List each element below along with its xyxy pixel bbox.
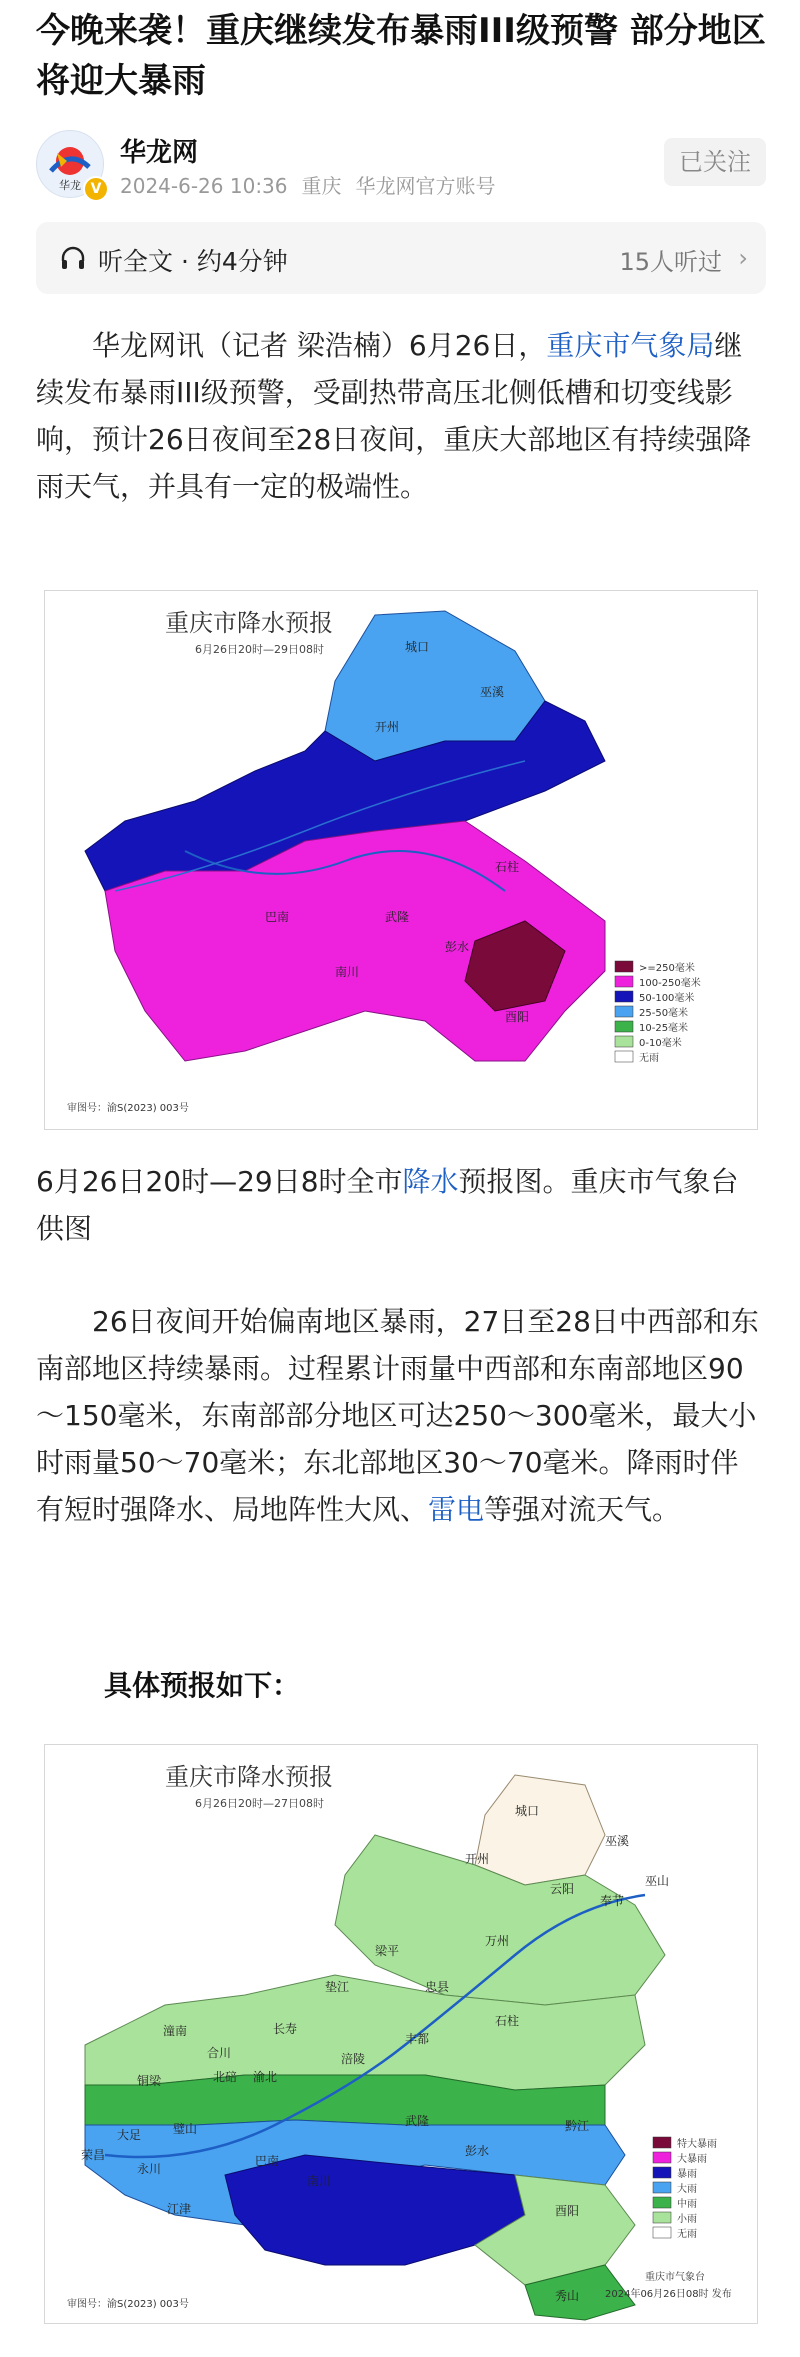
map2-issue-time: 2024年06月26日08时 发布 xyxy=(605,2289,732,2300)
map1-approval: 审图号：渝S(2023) 003号 xyxy=(67,1103,189,1114)
map1-place-0: 城口 xyxy=(405,640,430,654)
map2-place-24: 巴南 xyxy=(255,2154,280,2168)
avatar-text: 华龙 xyxy=(59,179,81,192)
map1-place-1: 巫溪 xyxy=(480,685,505,699)
map1-place-7: 彭水 xyxy=(445,940,470,954)
map2-title: 重庆市降水预报 xyxy=(165,1763,333,1791)
map1-legend-label-2: 50-100毫米 xyxy=(639,993,695,1004)
map2-place-28: 黔江 xyxy=(565,2119,590,2133)
map2-place-18: 铜梁 xyxy=(137,2074,162,2088)
map2-legend-label-5: 小雨 xyxy=(677,2214,697,2225)
map1-caption xyxy=(36,1158,766,1252)
map2-place-10: 石柱 xyxy=(495,2014,520,2028)
map1-legend-label-6: 无雨 xyxy=(639,1053,659,1064)
account-type: 华龙网官方账号 xyxy=(355,174,496,198)
headphone-icon xyxy=(60,246,86,270)
map2-place-22: 永川 xyxy=(137,2162,162,2176)
forecast-text: 26日夜间开始偏南地区暴雨，27日至28日中西部和东南部地区持续暴雨。过程累计雨量中西部和东南部地区90～150毫米，东南部部分地区可达250～300毫米，最大小时雨量50～70毫米；东北部地区30～70毫米。降雨时伴有短时强降水、局地阵性大风、 xyxy=(36,1305,759,1526)
map2-place-8: 垫江 xyxy=(325,1980,350,1994)
link-weather-bureau[interactable]: 重庆市气象局 xyxy=(546,329,715,362)
map2-legend-label-6: 无雨 xyxy=(677,2229,697,2240)
map1-legend-label-1: 100-250毫米 xyxy=(639,978,701,989)
map2-place-9: 忠县 xyxy=(425,1980,450,1994)
section-subhead: 具体预报如下： xyxy=(104,1669,301,1702)
map2-place-30: 秀山 xyxy=(555,2289,580,2303)
map2-place-7: 万州 xyxy=(485,1934,510,1948)
map2-place-1: 巫溪 xyxy=(605,1834,630,1848)
article-title: 今晚来袭！重庆继续发布暴雨III级预警 部分地区将迎大暴雨 xyxy=(36,11,766,101)
map1-subtitle: 6月26日20时—29日08时 xyxy=(195,643,324,656)
author-row[interactable] xyxy=(36,130,766,202)
map2-place-0: 城口 xyxy=(515,1804,540,1818)
map2-place-6: 梁平 xyxy=(375,1944,400,1958)
paragraph-intro xyxy=(36,322,766,510)
follow-button[interactable]: 已关注 xyxy=(664,138,766,186)
map2-place-19: 大足 xyxy=(117,2128,142,2142)
map1-title: 重庆市降水预报 xyxy=(165,609,333,637)
intro-text: 华龙网讯（记者 梁浩楠）6月26日， xyxy=(92,329,547,362)
map2-place-11: 长寿 xyxy=(273,2022,298,2036)
precipitation-map-1-image xyxy=(45,591,757,1129)
caption-text-rest: 预报图。重庆市气象台供图 xyxy=(36,1165,739,1245)
listen-label[interactable]: 听全文 · 约4分钟 xyxy=(98,247,288,276)
map2-place-14: 潼南 xyxy=(163,2024,188,2038)
map2-legend-label-1: 大暴雨 xyxy=(677,2154,707,2165)
verified-badge-icon: V xyxy=(83,176,109,202)
map2-legend-label-2: 暴雨 xyxy=(677,2169,697,2180)
precipitation-map-2-image xyxy=(45,1745,757,2323)
map2-place-15: 合川 xyxy=(207,2046,232,2060)
caption-text: 6月26日20时—29日8时全市 xyxy=(36,1165,403,1198)
author-meta xyxy=(120,170,510,199)
map2-place-4: 云阳 xyxy=(550,1882,575,1896)
map2-place-26: 武隆 xyxy=(405,2114,430,2128)
publish-location: 重庆 xyxy=(301,174,342,198)
map1-place-8: 酉阳 xyxy=(505,1010,530,1024)
chevron-right-icon: › xyxy=(738,244,748,272)
link-thunder[interactable]: 雷电 xyxy=(428,1493,485,1526)
map2-subtitle: 6月26日20时—27日08时 xyxy=(195,1797,324,1810)
map1-place-2: 开州 xyxy=(375,720,400,734)
map1-legend-label-4: 10-25毫米 xyxy=(639,1023,689,1034)
map2-legend-label-0: 特大暴雨 xyxy=(677,2139,717,2150)
map2-place-25: 南川 xyxy=(307,2174,332,2188)
map2-legend-label-3: 大雨 xyxy=(677,2184,697,2195)
map2-place-29: 酉阳 xyxy=(555,2204,580,2218)
listen-count: 15人听过 xyxy=(619,248,722,276)
author-name[interactable]: 华龙网 xyxy=(120,138,199,168)
link-precipitation[interactable]: 降水 xyxy=(402,1165,459,1198)
map2-place-20: 璧山 xyxy=(173,2122,198,2136)
map2-place-17: 渝北 xyxy=(253,2070,278,2084)
map2-place-16: 北碚 xyxy=(213,2070,238,2084)
publish-date: 2024-6-26 10:36 xyxy=(120,174,288,198)
intro-text-rest: 继续发布暴雨III级预警，受副热带高压北侧低槽和切变线影响，预计26日夜间至28日夜间，重庆大部地区有持续强降雨天气，并具有一定的极端性。 xyxy=(36,329,752,503)
map2-place-5: 奉节 xyxy=(600,1894,625,1908)
map2-place-12: 涪陵 xyxy=(341,2052,366,2066)
map2-place-3: 巫山 xyxy=(645,1874,670,1888)
map2-place-21: 荣昌 xyxy=(81,2148,106,2162)
map1-legend-label-0: >=250毫米 xyxy=(639,963,695,974)
map2-issuer: 重庆市气象台 xyxy=(645,2272,705,2283)
map2-place-13: 丰都 xyxy=(405,2032,430,2046)
map2-place-27: 彭水 xyxy=(465,2144,490,2158)
map1-place-3: 石柱 xyxy=(495,860,520,874)
map2-place-23: 江津 xyxy=(167,2202,192,2216)
map2-approval: 审图号：渝S(2023) 003号 xyxy=(67,2299,189,2310)
paragraph-forecast xyxy=(36,1298,766,1533)
map1-legend-label-5: 0-10毫米 xyxy=(639,1038,682,1049)
map1-place-6: 武隆 xyxy=(385,910,410,924)
precipitation-map-1[interactable] xyxy=(44,590,758,1130)
forecast-text-rest: 等强对流天气。 xyxy=(484,1493,681,1526)
map1-place-4: 巴南 xyxy=(265,910,290,924)
map2-place-2: 开州 xyxy=(465,1852,490,1866)
map1-legend-label-3: 25-50毫米 xyxy=(639,1008,689,1019)
listen-bar[interactable] xyxy=(36,222,766,294)
map2-legend-label-4: 中雨 xyxy=(677,2199,697,2210)
precipitation-map-2[interactable] xyxy=(44,1744,758,2324)
map1-place-5: 南川 xyxy=(335,965,360,979)
